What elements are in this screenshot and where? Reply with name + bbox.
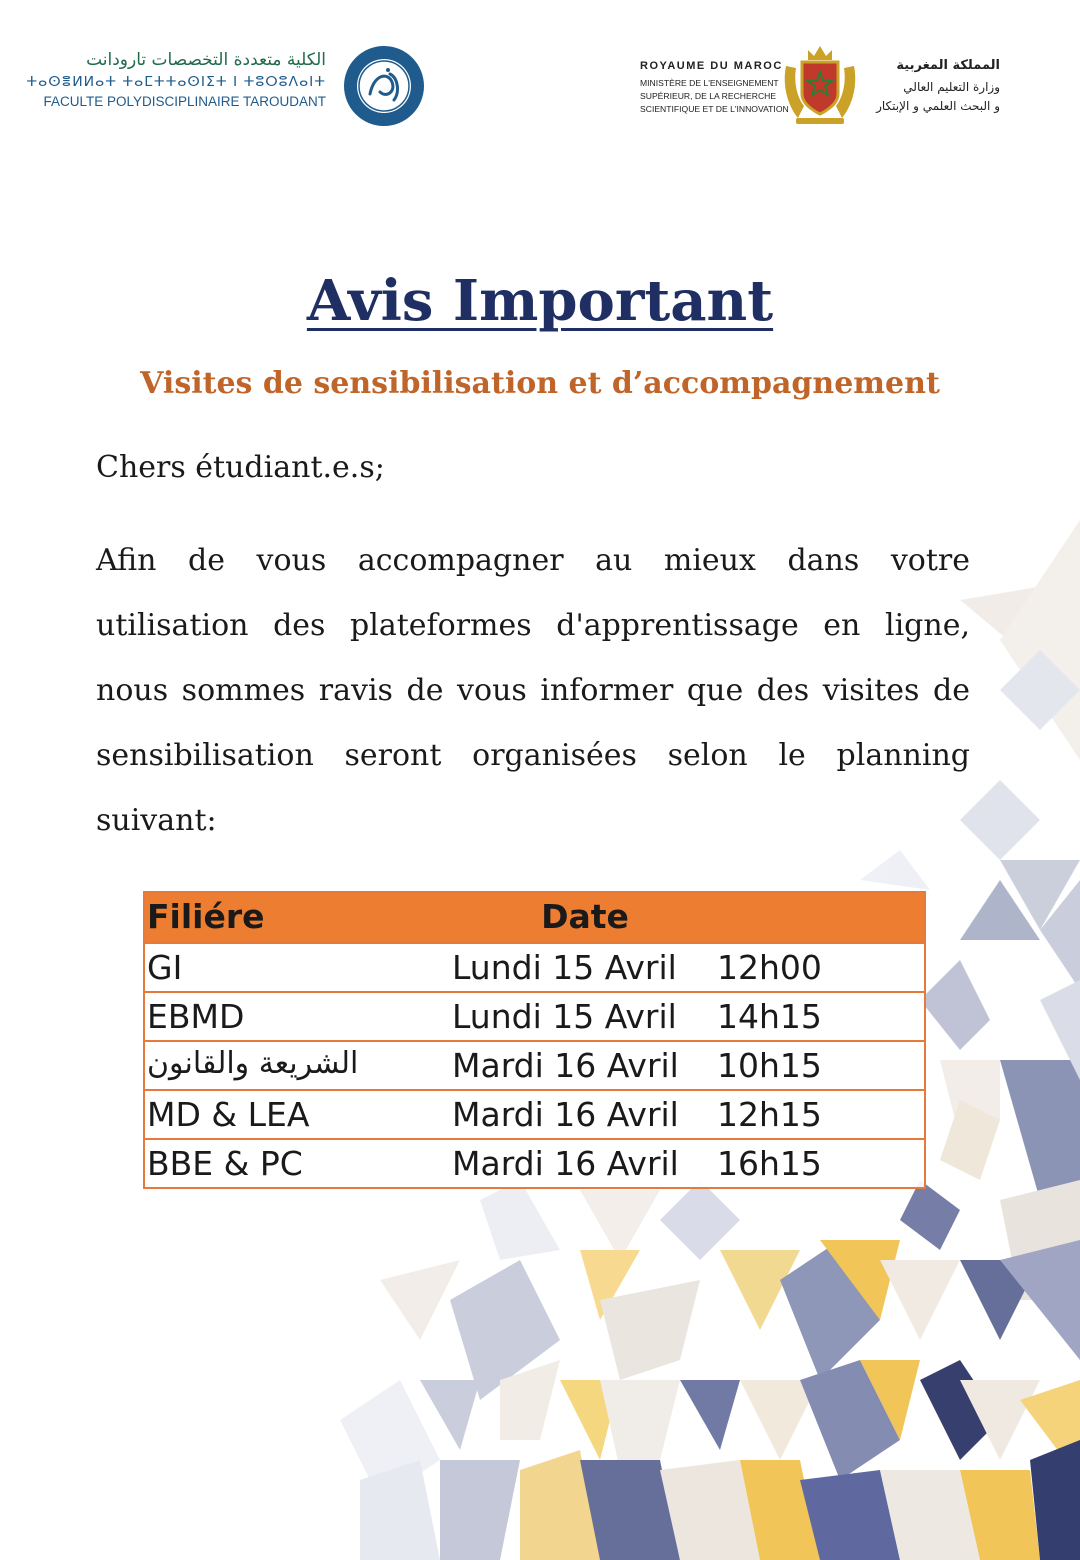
column-header-date: Date — [541, 897, 629, 936]
ministry-name-french-line: SCIENTIFIQUE ET DE L'INNOVATION — [640, 104, 789, 114]
kingdom-name-french: ROYAUME DU MAROC — [640, 60, 783, 72]
faculty-header — [26, 44, 430, 134]
table-header-row — [145, 893, 924, 944]
notice-subtitle: Visites de sensibilisation et d’accompagnement — [140, 366, 940, 401]
filiere-cell: MD & LEA — [147, 1095, 310, 1134]
ministry-header — [620, 36, 1010, 132]
date-cell: Mardi 16 Avril — [452, 1095, 679, 1134]
date-cell: Lundi 15 Avril — [452, 997, 677, 1036]
faculty-name-french: FACULTE POLYDISCIPLINAIRE TAROUDANT — [43, 94, 326, 109]
moroccan-coat-of-arms-emblem — [780, 36, 860, 128]
notice-body: Afin de vous accompagner au mieux dans votre utilisation des plateformes d'apprentissage en ligne, nous sommes ravis de vous informer que des visites de sensibilisation seront organisées selon le planning suivant: — [96, 543, 970, 838]
ministry-name-french-line: MINISTÈRE DE L'ENSEIGNEMENT — [640, 78, 779, 88]
date-cell: Lundi 15 Avril — [452, 948, 677, 987]
notice-title-text: Avis Important — [306, 268, 774, 334]
time-cell: 16h15 — [717, 1144, 822, 1183]
table-row — [145, 1042, 924, 1091]
date-cell: Mardi 16 Avril — [452, 1046, 679, 1085]
filiere-cell: EBMD — [147, 997, 245, 1036]
table-row — [145, 993, 924, 1042]
table-row — [145, 944, 924, 993]
filiere-cell: BBE & PC — [147, 1144, 303, 1183]
faculty-name-arabic: الكلية متعددة التخصصات تارودانت — [86, 50, 326, 70]
university-seal-logo — [342, 44, 426, 128]
ministry-name-arabic-line: و البحث العلمي و الإبتكار — [876, 99, 1000, 113]
kingdom-name-arabic: المملكة المغربية — [896, 58, 1000, 73]
schedule-table — [143, 891, 926, 1189]
time-cell: 12h00 — [717, 948, 822, 987]
time-cell: 12h15 — [717, 1095, 822, 1134]
ministry-name-french-line: SUPÉRIEUR, DE LA RECHERCHE — [640, 91, 777, 101]
filiere-cell: الشريعة والقانون — [147, 1046, 359, 1081]
column-header-filiere: Filiére — [147, 897, 265, 936]
time-cell: 10h15 — [717, 1046, 822, 1085]
time-cell: 14h15 — [717, 997, 822, 1036]
table-row — [145, 1091, 924, 1140]
date-cell: Mardi 16 Avril — [452, 1144, 679, 1183]
faculty-name-tifinagh: ⵜⴰⵙⴻⵍⵍⴰⵜ ⵜⴰⵎⵜⵜⴰⵙⵏⵉⵜ ⵏ ⵜⵓⵔⵓⴷⴰⵏⵜ — [26, 74, 326, 90]
notice-title — [0, 268, 1080, 334]
filiere-cell: GI — [147, 948, 183, 987]
salutation: Chers étudiant.e.s; — [96, 450, 385, 485]
table-row — [145, 1140, 924, 1187]
ministry-name-arabic-line: وزارة التعليم العالي — [903, 80, 1000, 94]
